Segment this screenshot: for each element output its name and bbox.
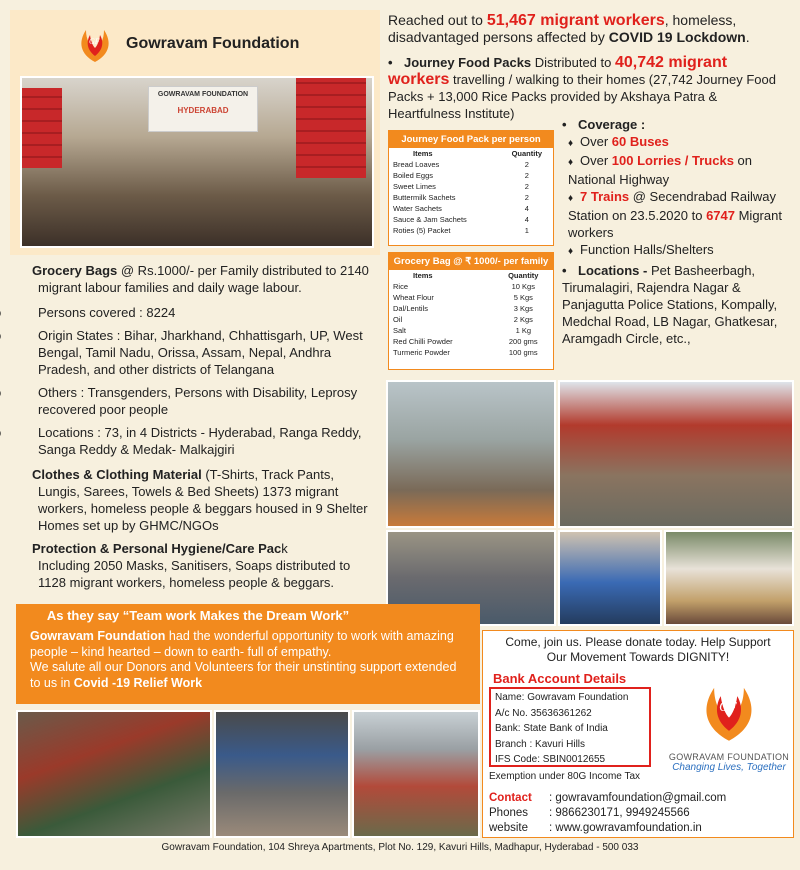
reach-count: 51,467 migrant workers [486, 12, 665, 29]
reach-end: . [745, 29, 750, 45]
grocery-bag-table [388, 252, 554, 370]
photo-buses [352, 710, 480, 838]
bank-title: Bank Account Details [493, 671, 627, 686]
table-row: Salt 1 Kg [393, 326, 531, 335]
teamwork-text: Gowravam Foundation had the wonderful opportunity to work with amazing people – kind hearted – down to earth- full of empathy. We salute all our Donors and Volunteers for their unstinting support extended to us in Covid -19 Relief Work [30, 629, 457, 690]
table-row: Water Sachets 4 [393, 204, 529, 213]
donate-appeal: Come, join us. Please donate today. Help Support Our Movement Towards DIGNITY! [505, 635, 771, 664]
contact-block [489, 791, 789, 836]
phones-label: Phones [489, 807, 529, 819]
teamwork-quote: As they say “Team work Makes the Dream Work” [46, 608, 350, 623]
crate-stack-left [22, 88, 62, 168]
photo-distribution-5 [664, 530, 794, 626]
journey-label: Journey Food Packs [404, 55, 532, 70]
table-row: Oil 2 Kgs [393, 315, 533, 324]
table-row: Dal/Lentils 3 Kgs [393, 304, 533, 313]
exemption-note: Exemption under 80G Income Tax [489, 771, 641, 782]
reach-event: COVID 19 Lockdown [608, 29, 746, 45]
table-row: Bread Loaves 2 [393, 160, 529, 169]
photo-distribution-1 [386, 380, 556, 528]
table-row: Rice 10 Kgs [393, 282, 535, 291]
table-row: Turmeric Powder 100 gms [393, 348, 538, 357]
sub-point: o Others : Transgenders, Persons with Disability, Leprosy recovered poor people [16, 384, 378, 418]
group-photo [20, 76, 374, 248]
journey-statement [388, 54, 790, 122]
bank-line: Branch : Kavuri Hills [495, 738, 586, 750]
coverage-section [562, 116, 794, 347]
photo-banner-line1: GOWRAVAM FOUNDATION [157, 91, 249, 98]
flame-logo-icon [691, 677, 767, 745]
journey-pre: Distributed to [531, 55, 615, 70]
journey-col-items: Items [413, 149, 433, 158]
reach-statement [388, 12, 790, 46]
table-row: Roties (5) Packet 1 [393, 226, 529, 235]
logo-name: GOWRAVAM FOUNDATION [668, 752, 790, 762]
coverage-item: ♦ 7 Trains @ Secendrabad Railway Station on 23.5.2020 to 6747 Migrant workers [562, 188, 794, 241]
grocery-table [389, 270, 553, 358]
donate-box [482, 630, 794, 838]
photo-banner-line2: HYDERABAD [177, 106, 229, 115]
svg-text:GF: GF [89, 37, 100, 46]
table-row: Sweet Limes 2 [393, 182, 529, 191]
journey-table [389, 148, 553, 236]
table-row: Boiled Eggs 2 [393, 171, 529, 180]
left-top-panel [10, 10, 380, 255]
reach-post: , homeless, disadvantaged persons affected by [388, 12, 737, 45]
teamwork-box [16, 604, 480, 704]
sub-point: o Origin States : Bihar, Jharkhand, Chhattisgarh, UP, West Bengal, Tamil Nadu, Orissa, Assam, Nepal, Andhra Pradesh, and other districts of Telangana [16, 327, 378, 378]
footer-address: Gowravam Foundation, 104 Shreya Apartments, Plot No. 129, Kavuri Hills, Madhapur, Hyderabad - 500 033 [161, 842, 639, 853]
photo-banner [148, 86, 258, 132]
grocery-table-title: Grocery Bag @ ₹ 1000/- per family [389, 253, 553, 270]
bank-line: A/c No. 35636361262 [495, 707, 592, 719]
logo-header [72, 24, 352, 64]
flame-logo-icon [72, 24, 118, 64]
org-name: Gowravam Foundation [126, 35, 300, 52]
reach-pre: Reached out to [388, 12, 487, 28]
crate-stack [296, 78, 366, 178]
bank-line: Bank: State Bank of India [495, 723, 608, 734]
website-link[interactable]: : www.gowravamfoundation.in [549, 822, 702, 834]
phones-value[interactable]: : 9866230171, 9949245566 [549, 807, 690, 819]
grocery-col-qty: Quantity [508, 271, 539, 280]
table-row: Red Chilli Powder 200 gms [393, 337, 538, 346]
journey-post: travelling / walking to their homes (27,742 Journey Food Packs + 13,000 Rice Packs provided by Akshaya Patra & Heartfulness Institute) [388, 72, 776, 121]
table-row: Buttermilk Sachets 2 [393, 193, 529, 202]
coverage-item: ♦ Over 100 Lorries / Trucks on National Highway [562, 152, 794, 188]
photo-distribution-4 [558, 530, 662, 626]
photo-distribution-2 [558, 380, 794, 528]
photo-packing-1 [16, 710, 212, 838]
donate-logo [667, 677, 791, 773]
bank-details [489, 687, 651, 767]
logo-tagline: Changing Lives, Together [672, 762, 786, 773]
clothes-point: • Clothes & Clothing Material (T-Shirts, Track Pants, Lungis, Sarees, Towels & Bed Sheets) 1373 migrant workers, homeless people & beggars housed in 9 Shelter Homes set up by GHMC/NGOs [16, 466, 378, 534]
left-bullets [16, 262, 378, 591]
contact-label: Contact [489, 792, 532, 804]
photo-station [214, 710, 350, 838]
locations: • Locations - Pet Basheerbagh, Tirumalagiri, Rajendra Nagar & Panjagutta Police Stations, Kompally, Medchal Road, LB Nagar, Ghatkesar, Aramgadh Circle, etc., [562, 262, 794, 347]
journey-food-table [388, 130, 554, 246]
journey-col-qty: Quantity [511, 149, 542, 158]
table-row: Sauce & Jam Sachets 4 [393, 215, 529, 224]
grocery-bags-point: • Grocery Bags @ Rs.1000/- per Family distributed to 2140 migrant labour families and daily wage labour. [16, 262, 378, 296]
coverage-item: ♦ Function Halls/Shelters [562, 241, 794, 260]
hygiene-text: Including 2050 Masks, Sanitisers, Soaps distributed to 1128 migrant workers, homeless people & beggars. [38, 558, 351, 590]
bank-line: Name: Gowravam Foundation [495, 692, 629, 703]
sub-point: o Persons covered : 8224 [16, 304, 378, 321]
website-label: website [489, 822, 528, 834]
sub-point: o Locations : 73, in 4 Districts - Hyderabad, Ranga Reddy, Sanga Reddy & Medak- Malkajgiri [16, 424, 378, 458]
table-row: Wheat Flour 5 Kgs [393, 293, 533, 302]
hygiene-point: • Protection & Personal Hygiene/Care Pack [16, 540, 378, 557]
bank-line: IFS Code: SBIN0012655 [495, 754, 606, 765]
journey-table-title: Journey Food Pack per person [389, 131, 553, 148]
coverage-item: ♦ Over 60 Buses [562, 133, 794, 152]
coverage-label: Coverage : [578, 117, 646, 132]
svg-text:GF: GF [719, 699, 737, 714]
contact-email[interactable]: : gowravamfoundation@gmail.com [549, 792, 727, 804]
journey-count: 40,742 migrant workers [388, 54, 728, 88]
grocery-col-items: Items [413, 271, 433, 280]
